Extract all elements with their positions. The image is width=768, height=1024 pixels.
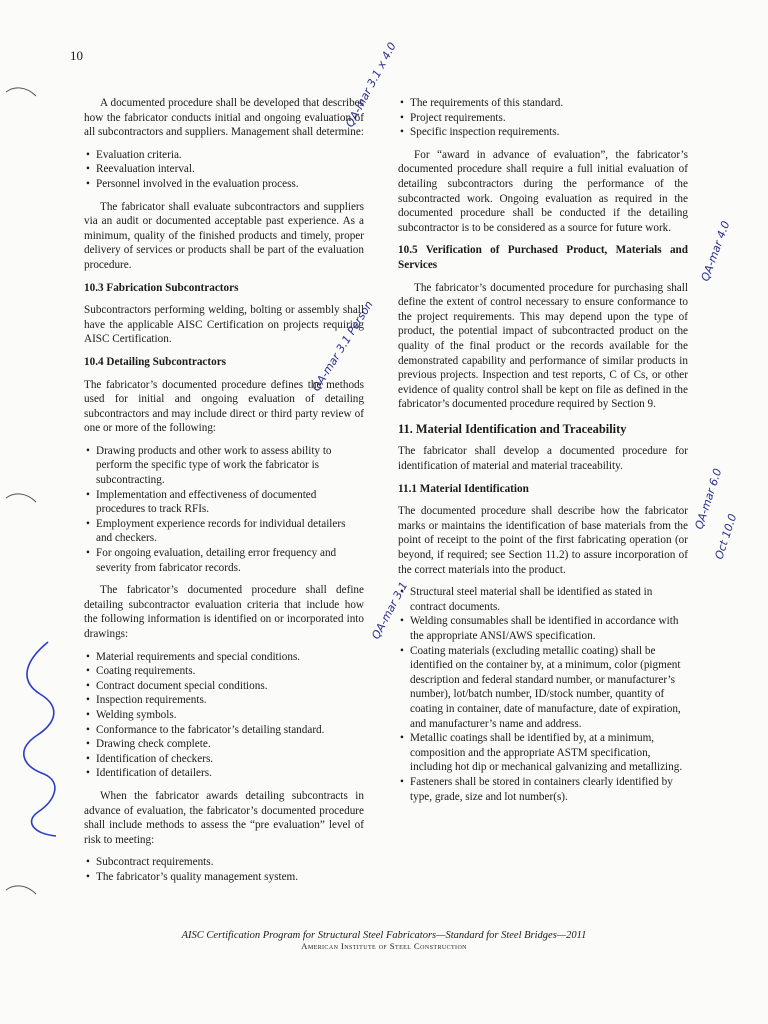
list-item: • Fasteners shall be stored in containers clearly identified by type, grade, size and lot number(s). [398,775,688,804]
annotation-text: QA-mar 3.1 Person [309,298,376,394]
annotation-mark [699,219,733,283]
page-footer [0,930,768,951]
section-heading: 11.1 Material Identification [398,482,529,495]
binder-hole-mark [6,494,36,502]
bullet-list [398,585,688,804]
section-heading: 10.4 Detailing Subcontractors [84,355,227,368]
annotation-text: QA-mar 6.0 [692,466,725,531]
list-item: • Contract document special conditions. [84,679,364,694]
left-column [84,96,364,893]
list-item: • Coating materials (excluding metallic coating) shall be identified on the container by, at a minimum, color (pigment description and federal standard number, or manufacturer’s number), lot/batch number, ID/stock number, quantity of coating in container, date of manufacture, date of expiration, and manufacturer’s name and address. [398,644,688,732]
bullet-list [84,444,364,575]
list-item: • Drawing products and other work to assess ability to perform the specific type of work the fabricator is subcontracting. [84,444,364,488]
annotation-text: QA-mar 3.1 x 4.0 [343,40,399,130]
list-item: • Coating requirements. [84,664,364,679]
annotation-text: QA-mar 3.1 [369,579,411,642]
list-item: • Specific inspection requirements. [398,125,688,140]
list-item: • Material requirements and special conditions. [84,650,364,665]
footer-publisher: American Institute of Steel Construction [301,941,467,951]
list-item: • Metallic coatings shall be identified by, at a minimum, composition and the appropriate ASTM specification, including hot dip or mechanical galvanizing and metallizing. [398,731,688,775]
list-item: • Identification of checkers. [84,752,364,767]
list-item: • Drawing check complete. [84,737,364,752]
paragraph: The documented procedure shall describe how the fabricator marks or maintains the identification of base materials from the point of receipt to the point of the first fabricating operation (or beyond, if required; see Section 11.2) to assure incorporation of the correct materials into the product. [398,505,688,576]
list-item: • The requirements of this standard. [398,96,688,111]
section-heading: 10.5 Verification of Purchased Product, Materials and Services [398,244,688,271]
section-heading: 10.3 Fabrication Subcontractors [84,281,239,294]
footer-title: AISC Certification Program for Structural Steel Fabricators—Standard for Steel Bridges—2011 [181,930,587,941]
margin-squiggle [24,642,56,836]
paragraph: For “award in advance of evaluation”, the fabricator’s documented procedure shall require a full initial evaluation of detailing subcontractors during the performance of the subcontracted work. Ongoing evaluation as required in the documented procedure shall be conducted if the detailing subcontractor is to be considered as a source for future work. [398,148,688,234]
list-item: • Structural steel material shall be identified as stated in contract documents. [398,585,688,614]
list-item: • Identification of detailers. [84,766,364,781]
annotation-text: Oct 10.0 [712,512,740,561]
list-item: • Welding consumables shall be identified in accordance with the appropriate ANSI/AWS specification. [398,614,688,643]
paragraph: The fabricator’s documented procedure defines the methods used for initial and ongoing evaluation of detailing subcontractors and may include direct or third party review of one or more of the following: [84,378,364,435]
paragraph: The fabricator’s documented procedure shall define detailing subcontractor evaluation criteria that include how the following information is identified on or incorporated into drawings: [84,584,364,640]
paragraph: A documented procedure shall be developed that describes how the fabricator conducts initial and ongoing evaluation of all subcontractors and suppliers. Management shall determine: [84,97,364,139]
bullet-list [398,96,688,140]
annotation-mark [712,512,739,561]
list-item: • Implementation and effectiveness of documented procedures to track RFIs. [84,488,364,517]
bullet-list [84,148,364,192]
list-item: • Project requirements. [398,111,688,126]
binder-hole-mark [6,886,36,894]
list-item: • Inspection requirements. [84,693,364,708]
page-number: 10 [70,48,83,63]
paragraph: The fabricator’s documented procedure for purchasing shall define the extent of control necessary to ensure conformance to the project requirements. This may depend upon the type of product, the potential impact of subcontracted product on the quality of the final product or the records available for the demonstrated capability and performance of similar products in previous projects. Inspection and test reports, C of Cs, or other evidence of quality control shall be kept on file as defined in the fabricator’s documented procedure required by Section 9. [398,281,688,411]
paragraph: The fabricator shall evaluate subcontractors and suppliers via an audit or documented acceptable past experience. As a minimum, quality of the finished products and timely, proper delivery of services or products shall be part of the evaluation procedure. [84,200,364,271]
paragraph: Subcontractors performing welding, bolting or assembly shall have the applicable AISC Certification on projects requiring AISC Certification. [84,304,364,346]
paragraph: When the fabricator awards detailing subcontracts in advance of evaluation, the fabricator’s documented procedure shall include methods to assess the “pre evaluation” level of risk to meeting: [84,789,364,846]
binder-hole-mark [6,88,36,96]
list-item: • For ongoing evaluation, detailing error frequency and severity from fabricator records. [84,546,364,575]
bullet-list [84,855,364,884]
list-item: • Personnel involved in the evaluation process. [84,177,364,192]
list-item: • The fabricator’s quality management system. [84,870,364,885]
list-item: • Evaluation criteria. [84,148,364,163]
section-heading: 11. Material Identification and Traceability [398,421,627,436]
right-column [398,96,688,812]
list-item: • Subcontract requirements. [84,855,364,870]
bullet-list [84,650,364,781]
list-item: • Welding symbols. [84,708,364,723]
annotation-mark [692,467,724,531]
annotation-text: QA-mar 4.0 [698,219,733,284]
list-item: • Employment experience records for individual detailers and checkers. [84,517,364,546]
list-item: • Reevaluation interval. [84,162,364,177]
list-item: • Conformance to the fabricator’s detailing standard. [84,723,364,738]
paragraph: The fabricator shall develop a documented procedure for identification of material and material traceability. [398,445,688,473]
